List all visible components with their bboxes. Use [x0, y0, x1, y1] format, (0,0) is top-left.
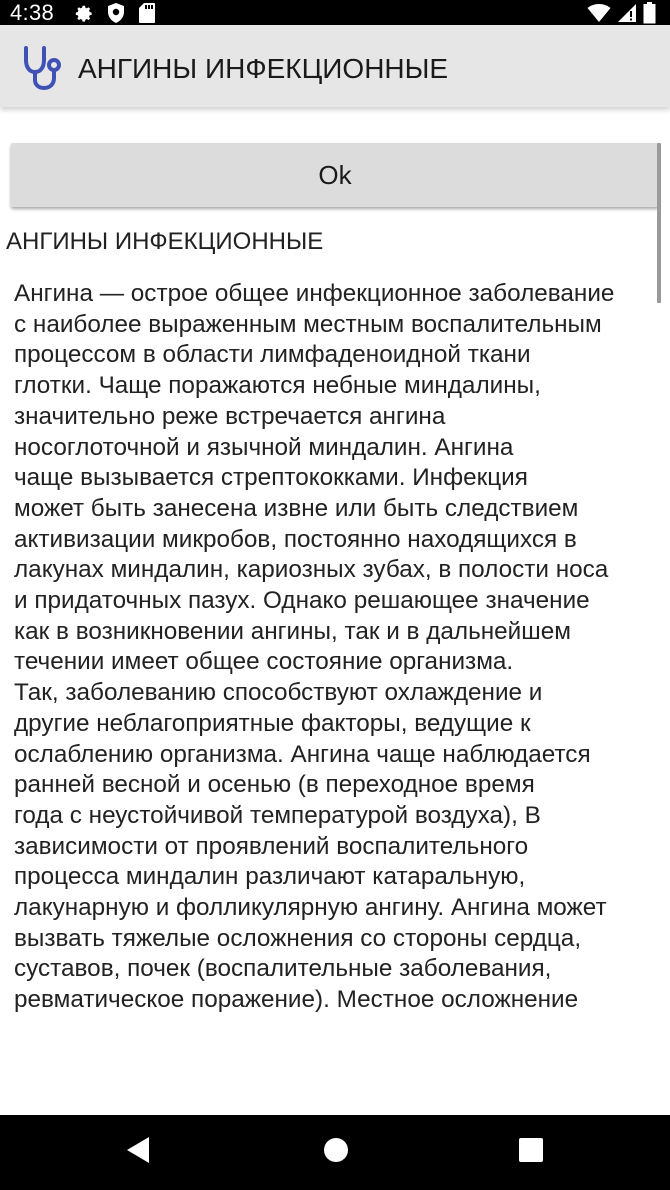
article-text: Ангина — острое общее инфекционное заболевание с наиболее выраженным местным воспалительным процессом в области лимфаденоидной ткани глотки. Чаще поражаются небные миндалины, значительно реже встречается ангина носоглоточной и язычной миндалин. Ангина чаще вызывается стрептококками. Инфекция может быть занесена извне или быть следствием активизации микробов, постоянно находящихся в лакунах миндалин, кариозных зубах, в полости носа и придаточных пазух. Однако решающее значение как в возникновении ангины, так и в дальнейшем течении имеет общее состояние организма. Так, заболеванию способствуют охлаждение и другие неблагоприятные факторы, ведущие к ослаблению организма. Ангина чаще наблюдается ранней весной и осенью (в переходное время года с неустойчивой температурой воздуха), В зависимости от проявлений воспалительного процесса миндалин различают катаральную, лакунарную и фолликулярную ангину. Ангина может вызвать тяжелые осложнения со стороны сердца, суставов, почек (воспалительные заболевания, ревматическое поражение). Местное осложнение [14, 280, 615, 1014]
article-heading: АНГИНЫ ИНФЕКЦИОННЫЕ [6, 228, 324, 255]
status-icons-right [587, 2, 656, 24]
back-icon [125, 1135, 151, 1170]
shield-icon [106, 2, 126, 24]
gear-icon [72, 2, 94, 24]
signal-icon [617, 3, 637, 23]
app-bar [0, 25, 670, 107]
status-icons-left [72, 2, 156, 24]
content-scroll-area[interactable] [0, 107, 670, 1115]
ok-button[interactable]: Ok [11, 143, 659, 207]
home-button[interactable] [296, 1115, 376, 1190]
recents-button[interactable] [491, 1115, 571, 1190]
back-button[interactable] [98, 1115, 178, 1190]
stethoscope-icon [20, 44, 64, 97]
status-bar [0, 0, 670, 25]
navigation-bar [0, 1115, 670, 1190]
article-body [14, 279, 668, 1014]
status-time: 4:38 [10, 0, 55, 25]
sd-card-icon [138, 2, 156, 24]
app-title: АНГИНЫ ИНФЕКЦИОННЫЕ [78, 53, 449, 84]
recents-icon [518, 1137, 544, 1168]
wifi-icon [587, 3, 611, 23]
battery-icon [643, 2, 656, 24]
home-icon [323, 1137, 349, 1168]
